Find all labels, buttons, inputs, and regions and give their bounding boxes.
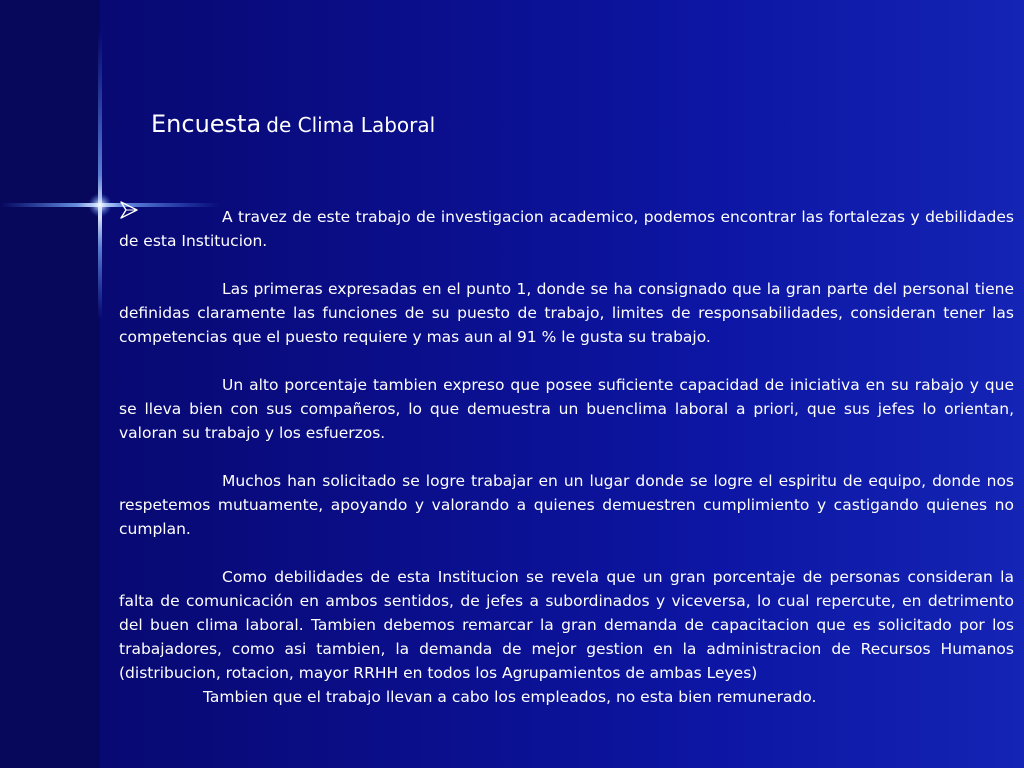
paragraph-strengths: Las primeras expresadas en el punto 1, donde se ha consignado que la gran parte del personal tiene definidas claramente las funciones de su puesto de trabajo, limites de responsabilidades, consideran tener las competencias que el puesto requiere y mas aun al 91 % le gusta su trabajo. [119,280,1014,346]
paragraph-remuneration: Tambien que el trabajo llevan a cabo los empleados, no esta bien remunerado. [203,688,817,706]
title-rest: de Clima Laboral [266,113,436,137]
left-dark-panel [0,0,100,768]
slide-title [151,110,435,138]
slide-body [119,205,1014,709]
paragraph-initiative: Un alto porcentaje tambien expreso que posee suficiente capacidad de iniciativa en su rabajo y que se lleva bien con sus compañeros, lo que demuestra un buenclima laboral a priori, que sus jefes lo orientan, valoran su trabajo y los esfuerzos. [119,376,1014,442]
paragraph-intro: A travez de este trabajo de investigacion academico, podemos encontrar las fortalezas y debilidades de esta Institucion. [119,208,1014,250]
title-main: Encuesta [151,110,262,138]
paragraph-teamwork: Muchos han solicitado se logre trabajar en un lugar donde se logre el espiritu de equipo, donde nos respetemos mutuamente, apoyando y valorando a quienes demuestren cumplimiento y castigando quienes no cumplan. [119,472,1014,538]
paragraph-weaknesses: Como debilidades de esta Institucion se revela que un gran porcentaje de personas consideran la falta de comunicación en ambos sentidos, de jefes a subordinados y viceversa, lo cual repercute, en detrimento del buen clima laboral. Tambien debemos remarcar la gran demanda de capacitacion que es solicitado por los trabajadores, como asi tambien, la demanda de mejor gestion en la administracion de Recursos Humanos (distribucion, rotacion, mayor RRHH en todos los Agrupamientos de ambas Leyes) [119,568,1014,682]
